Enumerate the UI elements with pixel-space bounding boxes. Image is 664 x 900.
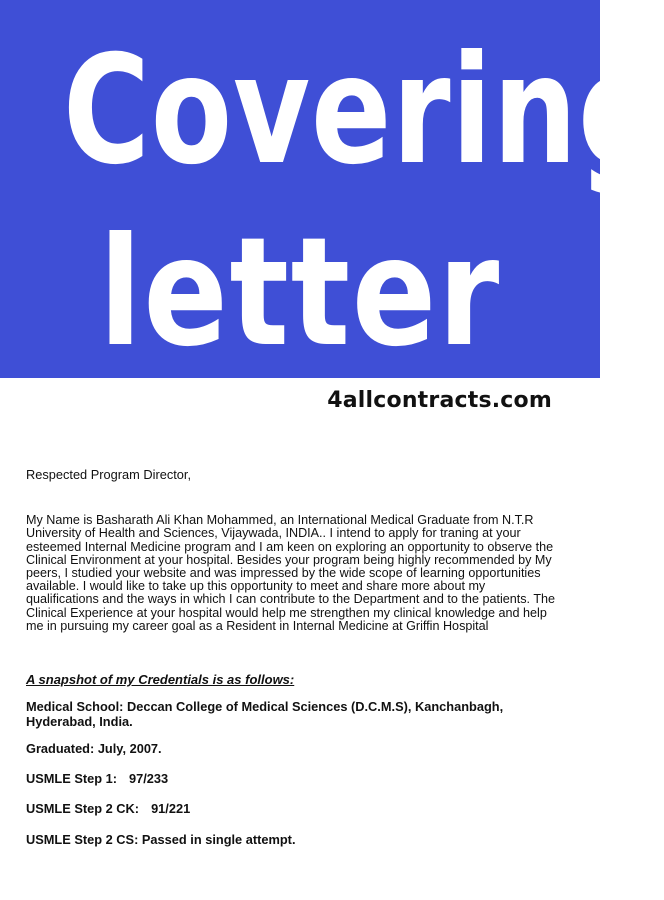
- letter-body-paragraph: My Name is Basharath Ali Khan Mohammed, an International Medical Graduate from N.T.R University of Health and Sciences, Vijaywada, INDIA.. I intend to apply for traning at your esteemed Internal Medicine program and I am keen on exploring an opportunity to observe the Clinical Environment at your hospital. Besides your program being highly recommended by My peers, I studied your website and was impressed by the wide scope of learning opportunities available. I would like to take up this opportunity to meet and share more about my qualifications and the ways in which I can contribute to the Department and to the patients. The Clinical Experience at your hospital would help me strengthen my clinical knowledge and help me in pursuing my career goal as a Resident in Internal Medicine at Griffin Hospital: [26, 513, 556, 633]
- credential-usmle-step2ck: [26, 802, 556, 817]
- credential-usmle-step2cs: USMLE Step 2 CS: Passed in single attempt.: [26, 831, 296, 847]
- usmle-step1-label: USMLE Step 1:: [26, 770, 118, 786]
- usmle-step2ck-label: USMLE Step 2 CK:: [26, 801, 140, 817]
- credential-graduated: Graduated: July, 2007.: [26, 741, 162, 757]
- credential-usmle-step1: [26, 772, 556, 787]
- banner-title-line-1: Covering: [63, 24, 664, 198]
- credential-medical-school: Medical School: Deccan College of Medical Sciences (D.C.M.S), Kanchanbagh, Hyderabad, India.: [26, 699, 504, 729]
- letter-document: [26, 468, 556, 847]
- site-watermark: 4allcontracts.com: [327, 388, 552, 413]
- usmle-step1-score: 97/233: [129, 770, 169, 786]
- letter-salutation: Respected Program Director,: [26, 467, 192, 482]
- banner-title-line-2: letter: [99, 206, 501, 380]
- credentials-heading: A snapshot of my Credentials is as follows:: [26, 672, 295, 688]
- title-banner: [0, 0, 664, 380]
- usmle-step2ck-score: 91/221: [151, 801, 191, 817]
